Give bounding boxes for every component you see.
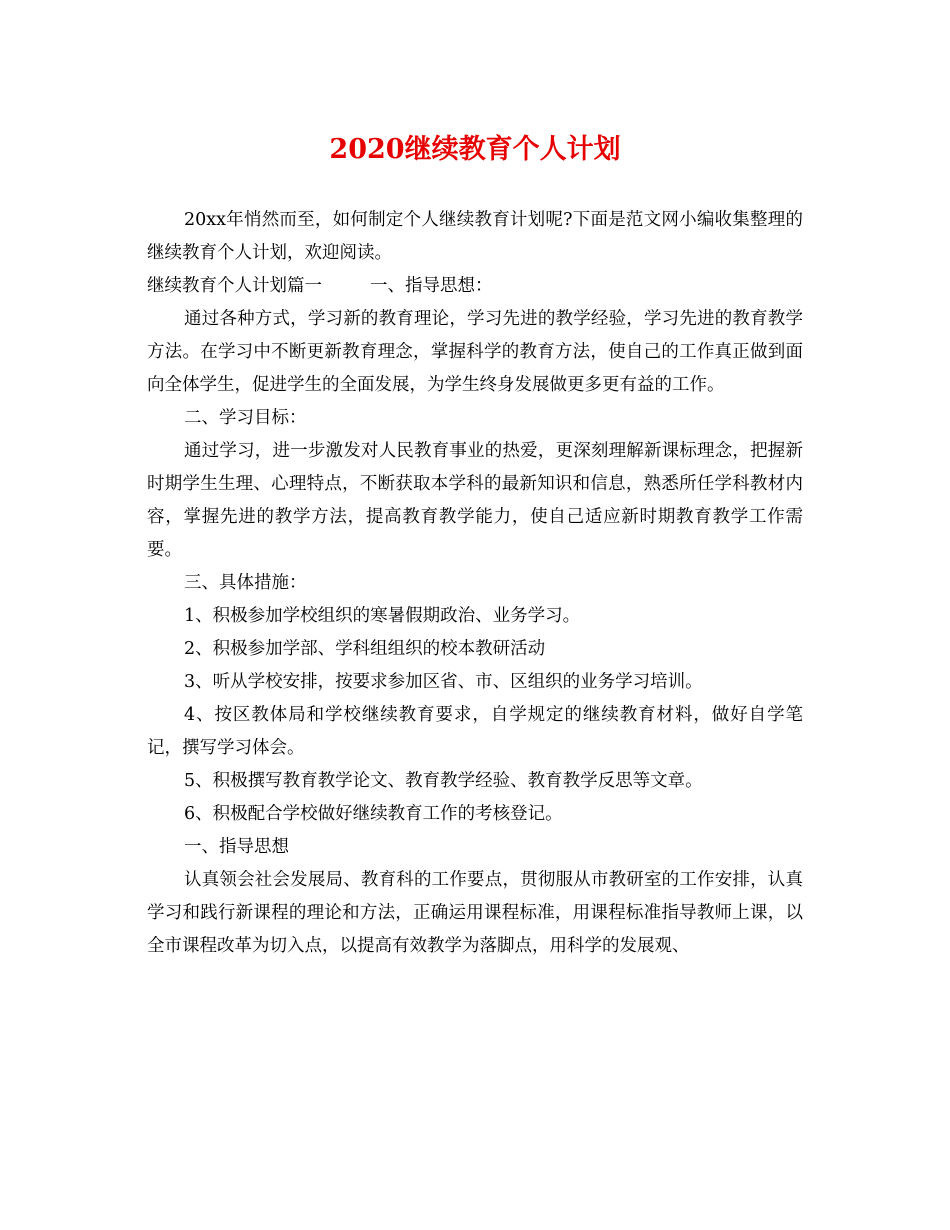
- section-label: 继续教育个人计划篇一: [147, 276, 322, 296]
- guiding-thought-2-paragraph: 认真领会社会发展局、教育科的工作要点，贯彻服从市教研室的工作安排，认真学习和践行新课程的理论和方法，正确运用课程标准，用课程标准指导教师上课，以全市课程改革为切入点，以提高有效教学为落脚点，用科学的发展观、: [147, 870, 803, 956]
- list-item: 1、积极参加学校组织的寒暑假期政治、业务学习。: [184, 606, 581, 626]
- document-title: 2020继续教育个人计划: [329, 134, 621, 165]
- heading-guiding-thought-2: 一、指导思想: [184, 837, 289, 857]
- heading-learning-goals: 二、学习目标：: [184, 408, 307, 428]
- intro-paragraph: 20xx年悄然而至，如何制定个人继续教育计划呢?下面是范文网小编收集整理的继续教育个人计划，欢迎阅读。: [147, 210, 803, 263]
- document-body: [147, 204, 803, 963]
- guiding-thought-paragraph: 通过各种方式，学习新的教育理论，学习先进的教学经验，学习先进的教育教学方法。在学习中不断更新教育理念，掌握科学的教育方法，使自己的工作真正做到面向全体学生，促进学生的全面发展，为学生终身发展做更多更有益的工作。: [147, 309, 803, 395]
- learning-goals-paragraph: 通过学习，进一步激发对人民教育事业的热爱，更深刻理解新课标理念，把握新时期学生生理、心理特点，不断获取本学科的最新知识和信息，熟悉所任学科教材内容，掌握先进的教学方法，提高教育教学能力，使自己适应新时期教育教学工作需要。: [147, 441, 803, 560]
- heading-measures: 三、具体措施：: [184, 573, 307, 593]
- list-item: 4、按区教体局和学校继续教育要求，自学规定的继续教育材料，做好自学笔记，撰写学习体会。: [147, 705, 803, 758]
- section-heading-line: [147, 270, 803, 303]
- section-heading: 一、指导思想：: [370, 276, 493, 296]
- list-item: 6、积极配合学校做好继续教育工作的考核登记。: [184, 804, 563, 824]
- list-item: 5、积极撰写教育教学论文、教育教学经验、教育教学反思等文章。: [184, 771, 703, 791]
- list-item: 2、积极参加学部、学科组组织的校本教研活动: [184, 639, 546, 659]
- list-item: 3、听从学校安排，按要求参加区省、市、区组织的业务学习培训。: [184, 672, 703, 692]
